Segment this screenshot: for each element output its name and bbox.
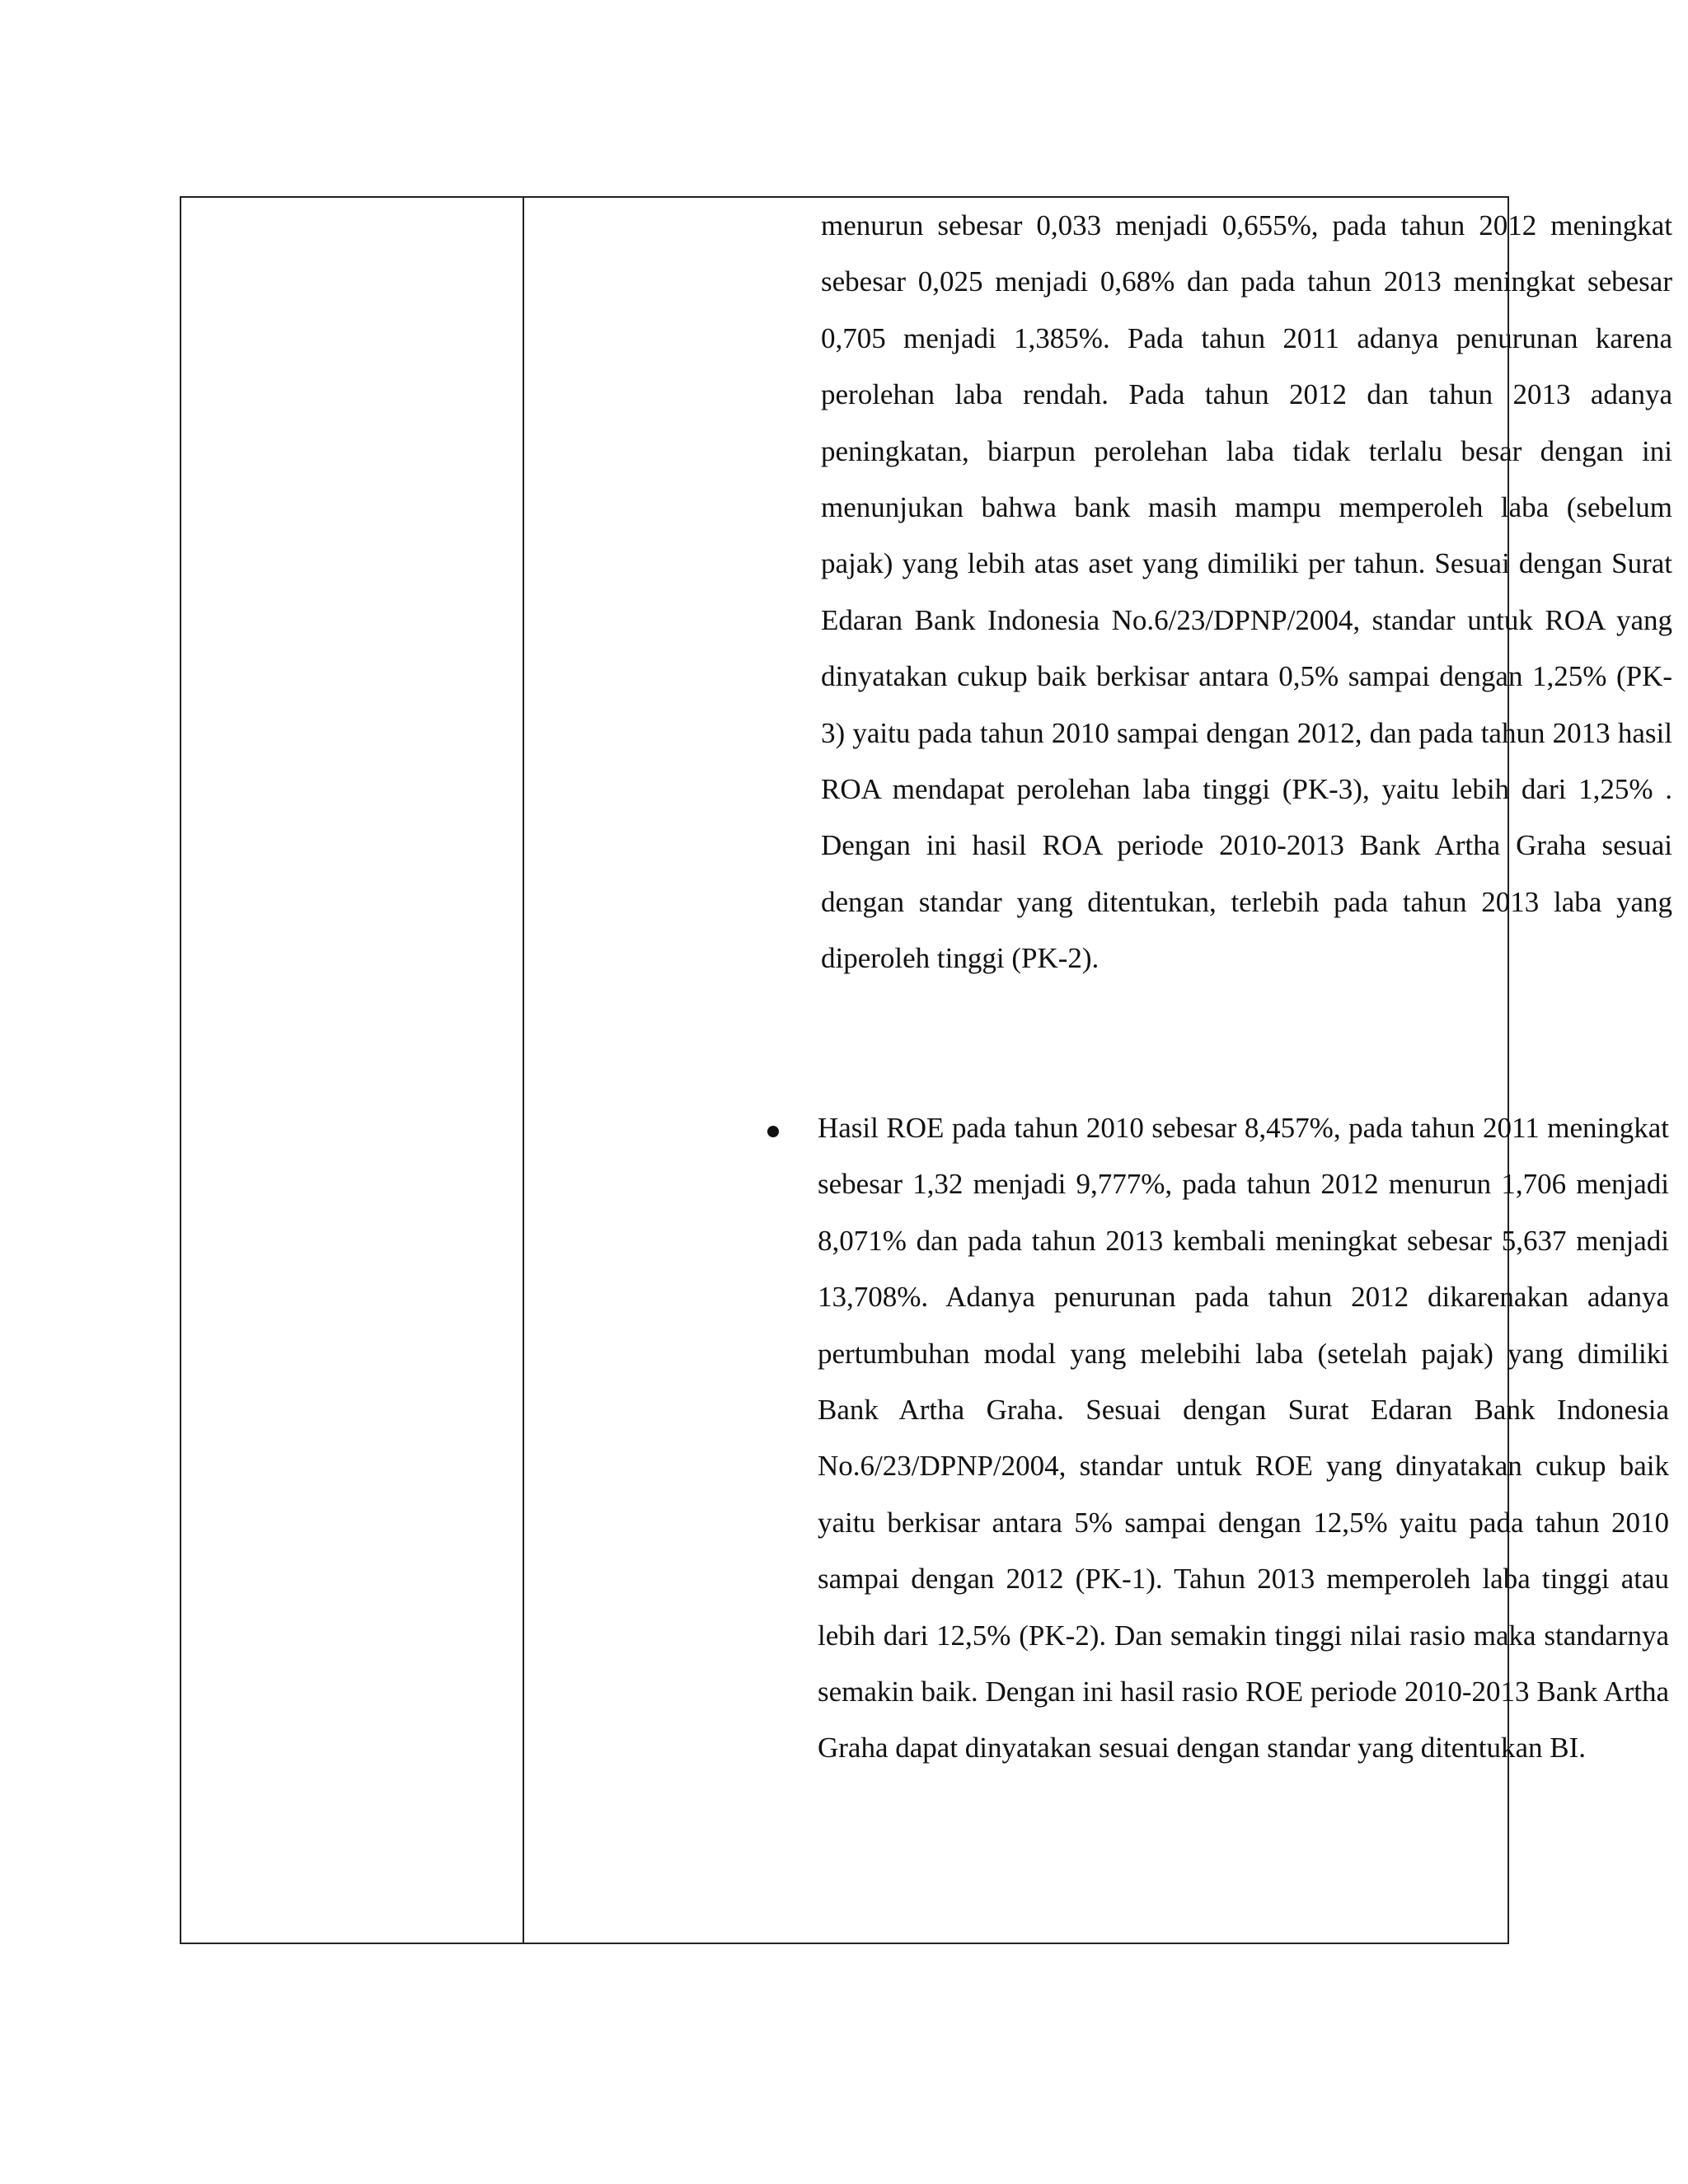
analysis-table	[180, 196, 1672, 1944]
table-right-cell	[524, 198, 1672, 1943]
roe-paragraph: Hasil ROE pada tahun 2010 sebesar 8,457%, pada tahun 2011 meningkat sebesar 1,32 menjadi 9,777%, pada tahun 2012 menurun 1,706 menjadi 8,071% dan pada tahun 2013 kembali meningkat sebesar 5,637 menjadi 13,708%. Adanya penurunan pada tahun 2012 dikarenakan adanya pertumbuhan modal yang melebihi laba (setelah pajak) yang dimiliki Bank Artha Graha. Sesuai dengan Surat Edaran Bank Indonesia No.6/23/DPNP/2004, standar untuk ROE yang dinyatakan cukup baik yaitu berkisar antara 5% sampai dengan 12,5% yaitu pada tahun 2010 sampai dengan 2012 (PK-1). Tahun 2013 memperoleh laba tinggi atau lebih dari 12,5% (PK-2). Dan semakin tinggi nilai rasio maka standarnya semakin baik. Dengan ini hasil rasio ROE periode 2010-2013 Bank Artha Graha dapat dinyatakan sesuai dengan standar yang ditentukan BI.	[818, 1112, 1669, 1765]
bullet-icon	[767, 1126, 779, 1137]
table-left-cell	[181, 198, 524, 1943]
roa-paragraph: menurun sebesar 0,033 menjadi 0,655%, pada tahun 2012 meningkat sebesar 0,025 menjadi 0,68% dan pada tahun 2013 meningkat sebesar 0,705 menjadi 1,385%. Pada tahun 2011 adanya penurunan karena perolehan laba rendah. Pada tahun 2012 dan tahun 2013 adanya peningkatan, biarpun perolehan laba tidak terlalu besar dengan ini menunjukan bahwa bank masih mampu memperoleh laba (sebelum pajak) yang lebih atas aset yang dimiliki per tahun. Sesuai dengan Surat Edaran Bank Indonesia No.6/23/DPNP/2004, standar untuk ROA yang dinyatakan cukup baik berkisar antara 0,5% sampai dengan 1,25% (PK-3) yaitu pada tahun 2010 sampai dengan 2012, dan pada tahun 2013 hasil ROA mendapat perolehan laba tinggi (PK-3), yaitu lebih dari 1,25% . Dengan ini hasil ROA periode 2010-2013 Bank Artha Graha sesuai dengan standar yang ditentukan, terlebih pada tahun 2013 laba yang diperoleh tinggi (PK-2).	[821, 209, 1672, 975]
